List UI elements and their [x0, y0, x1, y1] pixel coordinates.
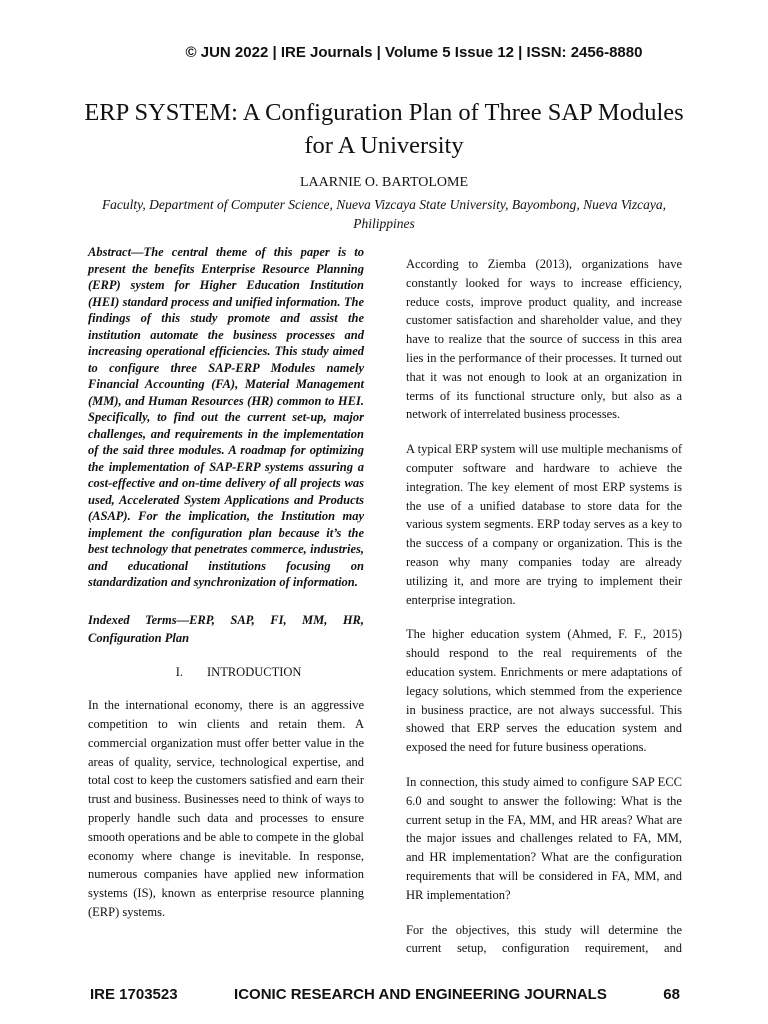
author-name: LAARNIE O. BARTOLOME	[299, 175, 469, 190]
paragraph: For the objectives, this study will determine the current setup, configuration requirement, and	[406, 922, 682, 956]
paragraph: In connection, this study aimed to configure SAP ECC 6.0 and sought to answer the following: What is the current setup in the FA, MM, and HR areas? What are the major issues and challenges related to FA, MM, and HR implementation? What are the configuration requirements that will be considered in FA, MM, and HR implementation?	[406, 774, 682, 902]
right-column	[406, 255, 682, 958]
section-title: INTRODUCTION	[207, 664, 302, 679]
footer-journal: ICONIC RESEARCH AND ENGINEERING JOURNALS	[234, 986, 607, 1003]
section-number: I.	[175, 664, 183, 679]
paragraph: In the international economy, there is an aggressive competition to win clients and retain them. A commercial organization must offer better value in the areas of quality, service, technological expertise, and total cost to keep the customers satisfied and earn their trust and business. Businesses need to think of ways to properly handle such data and processes to ensure smooth operations and be able to compete in the global economy where change is inevitable. In response, numerous companies have applied new information systems (IS), known as enterprise resource planning (ERP) systems.	[88, 698, 364, 920]
indexed-terms: Indexed Terms—ERP, SAP, FI, MM, HR, Configuration Plan	[88, 612, 364, 645]
section-heading	[88, 663, 364, 682]
paragraph: According to Ziemba (2013), organizations have constantly looked for ways to increase efficiency, reduce costs, improve product quality, and increase customer satisfaction and shareholder value, and they have to realize that the source of success in this area lies in the performance of their processes. It turned out that it was not enough to look at an organization in terms of its functional structure only, but also as a network of interrelated business processes.	[406, 257, 682, 422]
footer-id: IRE 1703523	[90, 986, 178, 1003]
paragraph: The higher education system (Ahmed, F. F., 2015) should respond to the real requirements of the education system. Enrichments or mere adaptations of legacy solutions, which stemmed from the experience in business practice, are not always successful. This showed that ERP serves the education system and exposed the need for future business operations.	[406, 627, 682, 755]
left-column	[88, 244, 364, 922]
author-affiliation: Faculty, Department of Computer Science, Nueva Vizcaya State University, Bayombong, Nueva Vizcaya, Philippines	[101, 197, 667, 231]
abstract: Abstract—The central theme of this paper is to present the benefits Enterprise Resource Planning (ERP) system for Higher Education Institution (HEI) standard process and unified information. The findings of this study promote and assist the institution automate the business processes and increasing operational efficiencies. This study aimed to configure three SAP-ERP Modules namely Financial Accounting (FA), Material Management (MM), and Human Resources (HR) common to HEI. Specifically, to find out the current set-up, major challenges, and requirements in the implementation of the said three modules. A roadmap for optimizing the implementation of SAP-ERP systems assuring a cost-effective and on-time delivery of all projects was used, Accelerated System Applications and Products (ASAP). For the implication, the Institution may implement the configuration plan because it’s the best technology that penetrates commerce, industries, and educational institutions focusing on standardization and synchronization of information.	[88, 245, 364, 589]
paper-title: ERP SYSTEM: A Configuration Plan of Three SAP Modules for A University	[84, 99, 684, 159]
paragraph: A typical ERP system will use multiple mechanisms of computer software and hardware to achieve the integration. The key element of most ERP systems is the use of a unified database to store data for the various system segments. ERP today serves as a key to the success of a company or organization. This is the reason why many companies today are already utilizing it, and more are trying to implement their enterprise integration.	[406, 442, 682, 607]
page-footer	[90, 986, 680, 1004]
page-number: 68	[663, 986, 680, 1003]
journal-header: © JUN 2022 | IRE Journals | Volume 5 Issue 12 | ISSN: 2456-8880	[185, 44, 643, 61]
